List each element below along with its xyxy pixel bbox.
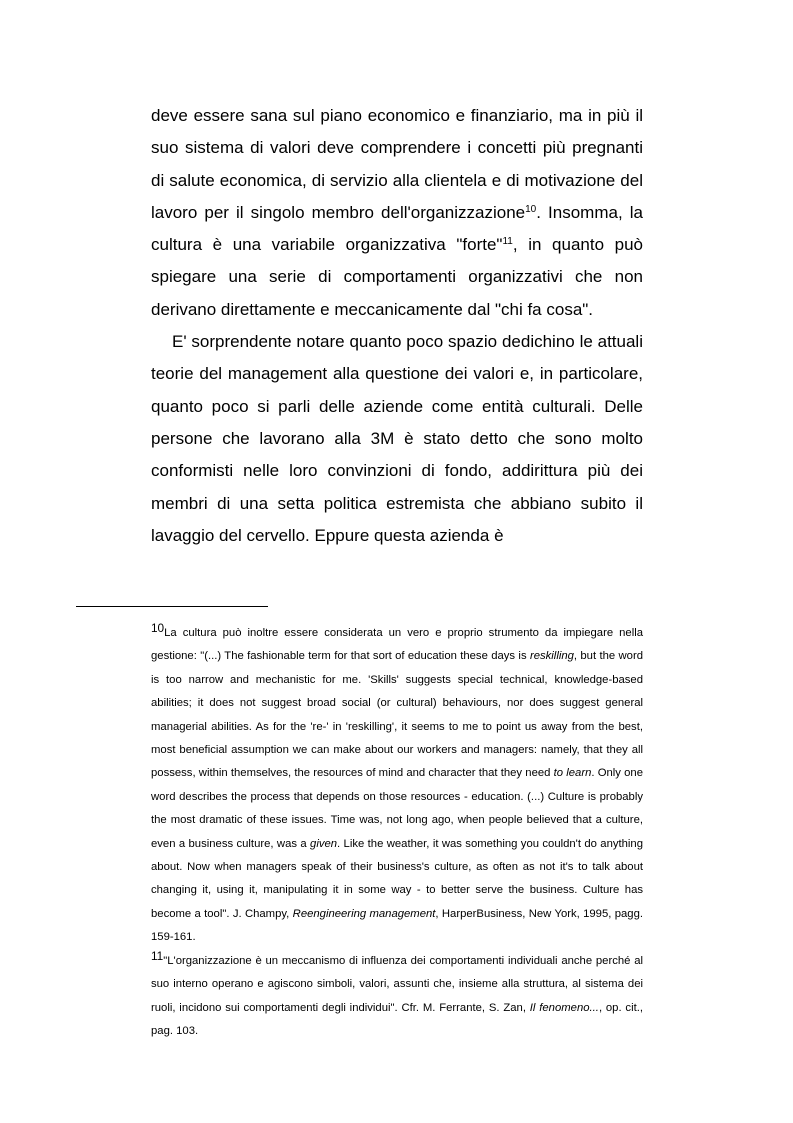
- paragraph-1: deve essere sana sul piano economico e finanziario, ma in più il suo sistema di valori deve comprendere i concetti più pregnanti di salute economica, di servizio alla clientela e di motivazione del lavoro per il singolo membro dell'organizzazione$^{10}$. Insomma, la cultura è una variabile organizzativa "forte"$^{11}$, in quanto può spiegare una serie di comportamenti organizzativi che non derivano direttamente e meccanicamente dal "chi fa cosa".: [151, 106, 644, 319]
- footnote-ref-10[interactable]: 10: [525, 203, 537, 215]
- footnote-ref-11[interactable]: 11: [502, 236, 513, 248]
- footnote-separator: [76, 606, 268, 607]
- footnote-number: 11: [151, 948, 164, 963]
- body-text: [151, 100, 643, 552]
- paragraph-2: E' sorprendente notare quanto poco spazio dedichino le attuali teorie del management alla questione dei valori e, in particolare, quanto poco si parli delle aziende come entità culturali. Delle persone che lavorano alla 3M è stato detto che sono molto conformisti nelle loro convinzioni di fondo, addirittura più dei membri di una setta politica estremista che abbiano subito il lavaggio del cervello. Eppure questa azienda è: [151, 332, 643, 545]
- footnotes: [151, 622, 643, 1043]
- footnote-10: 10La cultura può inoltre essere considerata un vero e proprio strumento da impiegare nella gestione: "(...) The fashionable term for that sort of education these days is reskilling, but the word is too narrow and mechanistic for me. 'Skills' suggests special technical, knowledge-based abilities; it does not suggest broad social (or cultural) behaviours, nor does suggest general managerial abilities. As for the 're-' in 'reskilling', it seems to me to point us away from the best, most beneficial assumption we can make about our workers and managers: namely, that they all possess, within themselves, the resources of mind and character that they need to learn. Only one word describes the process that depends on those resources - education. (...) Culture is probably the most dramatic of these issues. Time was, not long ago, when people believed that a culture, even a business culture, was a given. Like the weather, it was something you couldn't do anything about. Now when managers speak of their business's culture, as often as not it's to talk about changing it, using it, manipulating it in some way - to better serve the business. Culture has become a tool". J. Champy, Reengineering management, HarperBusiness, New York, 1995, pagg. 159-161.: [151, 621, 643, 944]
- footnote-number: 10: [151, 621, 165, 635]
- footnote-11: 11"L'organizzazione è un meccanismo di influenza dei comportamenti individuali anche perché al suo interno operano e agiscono simboli, valori, assunti che, insieme alla struttura, al sistema dei ruoli, incidono sui comportamenti degli individui". Cfr. M. Ferrante, S. Zan, Il fenomeno..., op. cit., pag. 103.: [151, 948, 643, 1037]
